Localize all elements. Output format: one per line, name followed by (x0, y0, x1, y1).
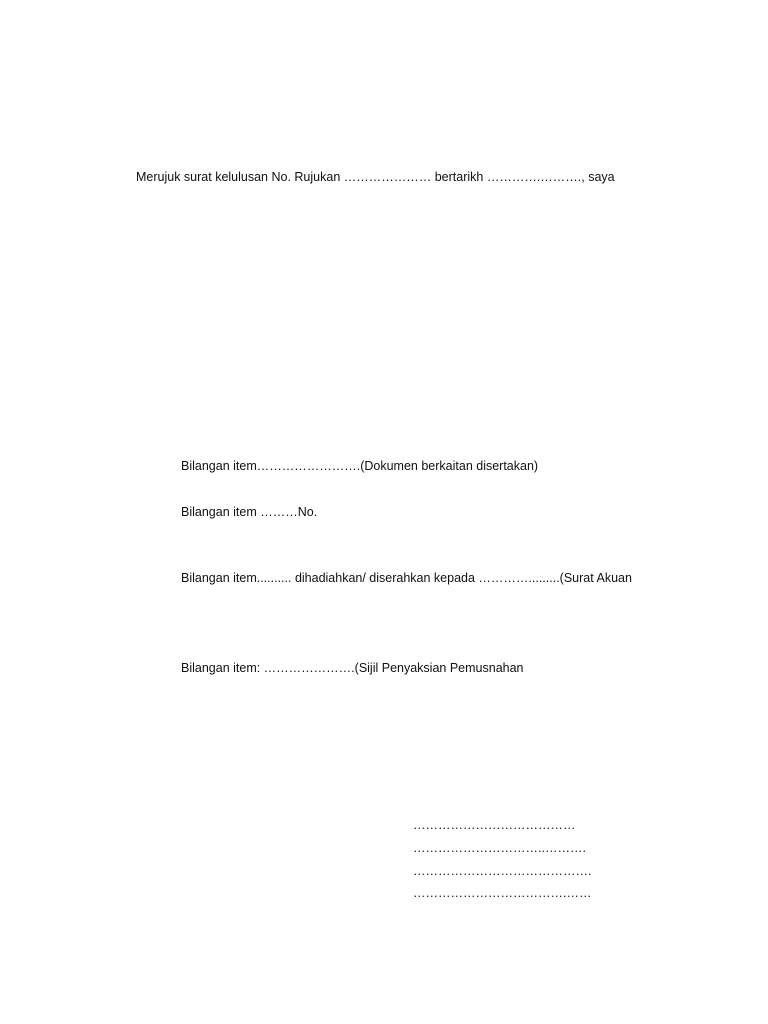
date-line: ……………………………….…… (413, 886, 592, 900)
item-count-number: Bilangan item ………No. (181, 505, 318, 519)
item-count-destroyed: Bilangan item: ………………….(Sijil Penyaksian Pemusnahan (181, 661, 524, 675)
item-count-documents: Bilangan item…………………….(Dokumen berkaitan disertakan) (181, 459, 539, 473)
name-line: …………………………..………. (413, 841, 586, 855)
intro-paragraph: Merujuk surat kelulusan No. Rujukan ………………… bertarikh ………….………., saya (136, 170, 615, 184)
position-line: ……………………………………. (413, 864, 592, 878)
signature-line: ………………………………… (413, 818, 576, 832)
item-count-donated: Bilangan item.......... dihadiahkan/ diserahkan kepada ………….........(Surat Akuan (181, 571, 632, 585)
